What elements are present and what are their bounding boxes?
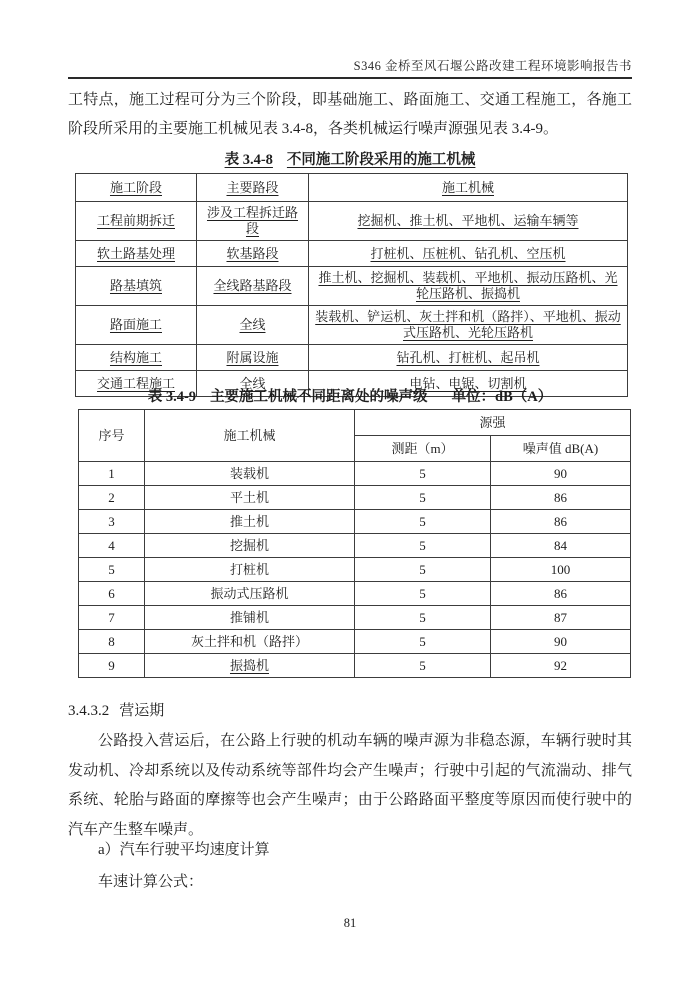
table-row: [79, 510, 631, 534]
table-cell: 6: [79, 582, 145, 606]
table-header-cell: 施工机械: [309, 174, 628, 202]
table-cell: 路面施工: [76, 306, 197, 345]
table-cell: 5: [355, 630, 491, 654]
table-row: [76, 306, 628, 345]
table-cell: 7: [79, 606, 145, 630]
table-header-cell: 施工机械: [145, 410, 355, 462]
table-cell: 86: [491, 486, 631, 510]
table-cell: 挖掘机: [145, 534, 355, 558]
table-cell: 3: [79, 510, 145, 534]
table-row: [76, 267, 628, 306]
table-cell: 振捣机: [145, 654, 355, 678]
table-row: [79, 582, 631, 606]
table-cell: 4: [79, 534, 145, 558]
table-row: [79, 462, 631, 486]
table-3-4-8: [75, 173, 628, 397]
table-3-4-9: [78, 409, 631, 678]
table-header-row: [79, 410, 631, 436]
table-cell: 振动式压路机: [145, 582, 355, 606]
table-cell: 全线路基路段: [197, 267, 309, 306]
section-number: 3.4.3.2: [68, 703, 110, 719]
table-cell: 86: [491, 510, 631, 534]
table-cell: 涉及工程拆迁路段: [197, 202, 309, 241]
table-3-4-9-caption-unit: 单位：dB（A）: [451, 389, 553, 405]
table-header-cell: 施工阶段: [76, 174, 197, 202]
table-cell: 9: [79, 654, 145, 678]
table-cell: 5: [355, 462, 491, 486]
table-cell: 电钻、电锯、切割机: [309, 371, 628, 397]
table-cell: 5: [355, 534, 491, 558]
list-item-a: a）汽车行驶平均速度计算: [98, 842, 270, 858]
table-cell: 装载机: [145, 462, 355, 486]
table-cell: 5: [355, 606, 491, 630]
page-number: 81: [343, 916, 357, 930]
table-cell: 90: [491, 630, 631, 654]
table-row: [76, 345, 628, 371]
intro-paragraph: 工特点，施工过程可分为三个阶段，即基础施工、路面施工、交通工程施工，各施工阶段所采用的主要施工机械见表 3.4-8，各类机械运行噪声源强见表 3.4-9。: [68, 92, 632, 137]
table-cell: 92: [491, 654, 631, 678]
table-row: [79, 558, 631, 582]
table-cell: 平土机: [145, 486, 355, 510]
table-cell: 软基路段: [197, 241, 309, 267]
table-header-row: [76, 174, 628, 202]
table-row: [76, 202, 628, 241]
page-header-title: S346 金桥至风石堰公路改建工程环境影响报告书: [353, 59, 632, 73]
table-cell: 84: [491, 534, 631, 558]
table-cell: 90: [491, 462, 631, 486]
formula-lead-in: 车速计算公式：: [98, 874, 204, 890]
table-cell: 结构施工: [76, 345, 197, 371]
table-row: [79, 606, 631, 630]
table-cell: 8: [79, 630, 145, 654]
table-cell: 全线: [197, 371, 309, 397]
table-cell: 挖掘机、推土机、平地机、运输车辆等: [309, 202, 628, 241]
section-title: 营运期: [119, 703, 165, 719]
table-3-4-8-caption: [0, 148, 700, 169]
table-3-4-9-caption-title: 主要施工机械不同距离处的噪声级: [210, 389, 428, 405]
table-3-4-8-caption-title: 不同施工阶段采用的施工机械: [286, 152, 476, 168]
table-header-cell: 主要路段: [197, 174, 309, 202]
table-cell: 全线: [197, 306, 309, 345]
table-row: [79, 486, 631, 510]
table-cell: 5: [355, 510, 491, 534]
table-3-4-9-caption: [0, 385, 700, 406]
table-cell: 钻孔机、打桩机、起吊机: [309, 345, 628, 371]
table-cell: 附属设施: [197, 345, 309, 371]
table-cell: 装载机、铲运机、灰土拌和机（路拌）、平地机、振动式压路机、光轮压路机: [309, 306, 628, 345]
table-cell: 87: [491, 606, 631, 630]
table-header-cell: 源强: [355, 410, 631, 436]
table-row: [76, 241, 628, 267]
table-row: [79, 654, 631, 678]
table-cell: 推铺机: [145, 606, 355, 630]
table-cell: 打桩机: [145, 558, 355, 582]
table-cell: 打桩机、压桩机、钻孔机、空压机: [309, 241, 628, 267]
operation-paragraph: 公路投入营运后，在公路上行驶的机动车辆的噪声源为非稳态源，车辆行驶时其发动机、冷却系统以及传动系统等部件均会产生噪声；行驶中引起的气流湍动、排气系统、轮胎与路面的摩擦等也会产生噪声；由于公路路面平整度等原因而使行驶中的汽车产生整车噪声。: [68, 733, 632, 838]
table-cell: 5: [355, 654, 491, 678]
table-row: [79, 630, 631, 654]
table-cell: 5: [355, 582, 491, 606]
table-cell: 100: [491, 558, 631, 582]
table-cell: 1: [79, 462, 145, 486]
table-cell: 2: [79, 486, 145, 510]
table-cell: 5: [355, 558, 491, 582]
table-header-cell: 噪声值 dB(A): [491, 436, 631, 462]
table-cell: 软土路基处理: [76, 241, 197, 267]
table-cell: 5: [355, 486, 491, 510]
table-cell: 路基填筑: [76, 267, 197, 306]
header-rule: [68, 77, 632, 79]
table-cell: 工程前期拆迁: [76, 202, 197, 241]
table-row: [79, 534, 631, 558]
table-cell: 5: [79, 558, 145, 582]
table-3-4-9-caption-label: 表 3.4-9: [147, 389, 197, 405]
table-cell: 推土机: [145, 510, 355, 534]
section-heading: [68, 699, 164, 720]
table-cell: 交通工程施工: [76, 371, 197, 397]
table-header-cell: 测距（m）: [355, 436, 491, 462]
table-cell: 86: [491, 582, 631, 606]
table-cell: 灰土拌和机（路拌）: [145, 630, 355, 654]
table-header-cell: 序号: [79, 410, 145, 462]
table-cell: 推土机、挖掘机、装载机、平地机、振动压路机、光轮压路机、振捣机: [309, 267, 628, 306]
table-3-4-8-caption-label: 表 3.4-8: [224, 152, 273, 168]
